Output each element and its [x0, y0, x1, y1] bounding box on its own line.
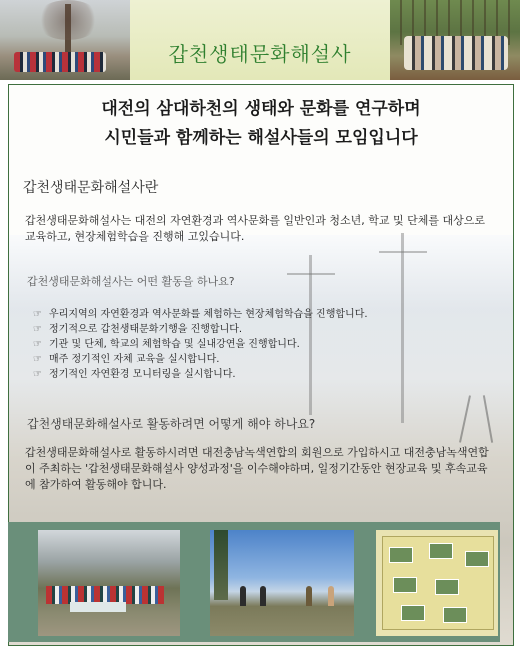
utility-pole-image — [401, 233, 404, 423]
pointing-hand-icon: ☞ — [33, 354, 42, 365]
photo-strip — [8, 522, 500, 642]
header-photo-group-by-tree — [0, 0, 130, 80]
list-item: ☞ 정기적으로 갑천생태문화기행을 진행합니다. — [33, 324, 243, 335]
title-banner — [130, 0, 390, 80]
pointing-hand-icon: ☞ — [33, 309, 42, 320]
list-item: ☞ 정기적인 자연환경 모니터링을 실시합니다. — [33, 369, 236, 380]
photo-hilltop-walk — [210, 530, 354, 636]
list-item: ☞ 기관 및 단체, 학교의 체험학습 및 실내강연을 진행합니다. — [33, 339, 300, 350]
photo-group-outing — [38, 530, 180, 636]
join-question: 갑천생태문화해설사로 활동하려면 어떻게 해야 하나요? — [27, 417, 316, 431]
about-paragraph: 갑천생태문화해설사는 대전의 자연환경과 역사문화를 일반인과 청소년, 학교 및 단체를 대상으로 교육하고, 현장체험학습을 진행해 고있습니다. — [25, 214, 486, 243]
pointing-hand-icon: ☞ — [33, 324, 42, 335]
header-photo-forest-group — [390, 0, 520, 80]
section-heading-about: 갑천생태문화해설사란 — [23, 180, 159, 196]
group-of-people-image — [14, 52, 106, 72]
join-paragraph: 갑천생태문화해설사로 활동하시려면 대전충남녹색연합의 회원으로 가입하시고 대전충남녹색연합이 주최하는 '갑천생태문화해설사 양성과정'을 이수해야하며, 일정기간동안 현장교육 및 후속교육에 참가하여 활동해야 합니다. — [25, 446, 489, 491]
headline-line-2: 시민들과 함께하는 해설사들의 모임입니다 — [104, 128, 418, 148]
headline — [9, 95, 513, 153]
list-item: ☞ 우리지역의 자연환경과 역사문화를 체험하는 현장체험학습을 진행합니다. — [33, 309, 368, 320]
activities-question: 갑천생태문화해설사는 어떤 활동을 하나요? — [27, 275, 235, 288]
pointing-hand-icon: ☞ — [33, 369, 42, 380]
site-title: 갑천생태문화해설사 — [168, 42, 352, 66]
list-item: ☞ 매주 정기적인 자체 교육을 실시합니다. — [33, 354, 220, 365]
activities-list — [33, 307, 368, 382]
headline-line-1: 대전의 삼대하천의 생태와 문화를 연구하며 — [101, 99, 421, 119]
seated-people-image — [404, 36, 508, 70]
pointing-hand-icon: ☞ — [33, 339, 42, 350]
photo-display-board — [376, 530, 498, 636]
